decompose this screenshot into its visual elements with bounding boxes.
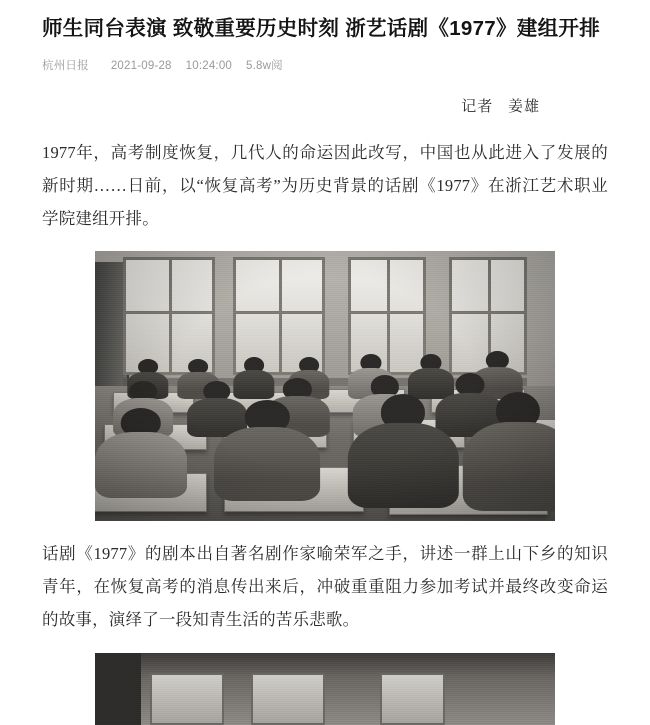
byline [42,95,608,116]
figure2-window-3 [380,673,444,725]
student-front-2 [215,400,321,497]
article-figure-classroom-exam [95,251,555,521]
article-paragraph-1: 1977年，高考制度恢复，几代人的命运因此改写，中国也从此进入了发展的新时期……日前，以“恢复高考”为历史背景的话剧《1977》在浙江艺术职业学院建组开排。 [42,142,608,228]
byline-author: 姜雄 [507,98,540,115]
meta-date: 2021-09-28 [110,59,172,72]
window-1 [123,257,215,376]
page-title: 师生同台表演 致敬重要历史时刻 浙艺话剧《1977》建组开排 [42,17,600,40]
article-meta [42,57,608,73]
figure-scene [95,251,555,521]
student-front-1 [95,408,187,494]
byline-label: 记者 [461,98,494,115]
figure2-window-1 [150,673,224,725]
article-figure-second-cropped [95,653,555,725]
meta-source: 杭州日报 [42,59,89,72]
student-front-3 [348,394,458,502]
meta-view-count: 5.8w阅 [246,59,283,72]
article-paragraph-2: 话剧《1977》的剧本出自著名剧作家喻荣军之手，讲述一群上山下乡的知识青年，在恢复高考的消息传出来后，冲破重重阻力参加考试并最终改变命运的故事，演绎了一段知青生活的苦乐悲歌。 [42,544,608,630]
figure2-dark-edge [95,653,141,725]
student-front-4 [463,392,555,505]
meta-time: 10:24:00 [185,59,233,72]
figure2-window-2 [251,673,325,725]
